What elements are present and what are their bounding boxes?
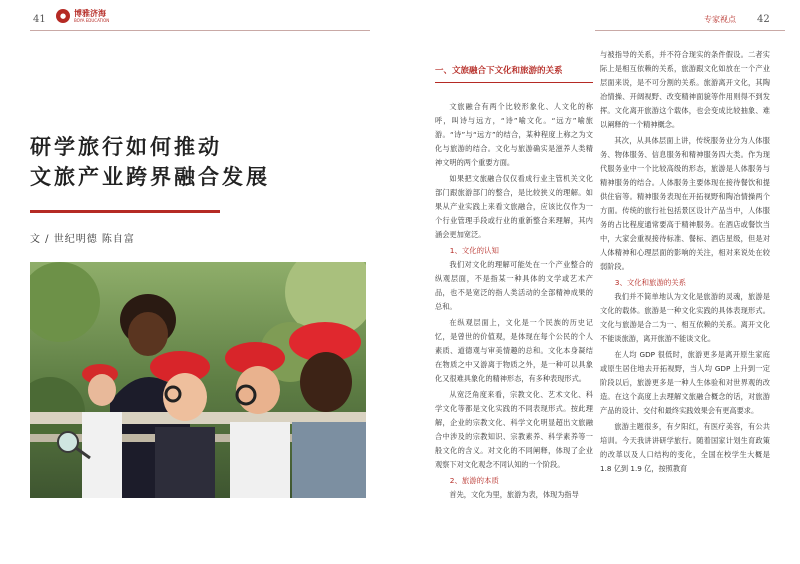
section-tag: 专家视点 xyxy=(704,15,736,24)
paragraph: 其次，从具体层面上讲，传统服务业分为人体服务、物体服务、信息服务和精神服务四大类。作为现代服务业中一个比较高级的形态，旅游是人体服务与精神服务的结合。人体服务主要体现在接待餐饮和提供住宿等。精神服务表现在开拓视野和陶冶情操两个方面。传统的旅行社包括景区设计产品当中，人体服务的占比程度通常要高于精神服务。在酒店或餐饮当中，大家会重视接待标准、餐标、酒店星级，但是对人体精神和心理层面的影响的关注，相对来说处在较弱阶段。 xyxy=(600,136,770,271)
text-column-2 xyxy=(600,48,770,478)
subheading: 1、文化的认知 xyxy=(449,246,499,255)
paragraph: 我们并不简单地认为文化是旅游的灵魂，旅游是文化的载体。旅游是一种文化实践的具体表现形式。文化与旅游是合二为一、相互依赖的关系。离开文化不能谈旅游，离开旅游不能谈文化。 xyxy=(600,292,770,343)
section-heading: 一、文旅融合下文化和旅游的关系 xyxy=(435,66,563,76)
page-number-right: 42 xyxy=(757,14,770,25)
paragraph: 在纵观层面上，文化是一个民族的历史记忆，是曾世的价值观，是体现在每个公民的个人素质、道德观与审美情趣的总和。文化本身凝结在物质之中又游离于物质之外，是一种可以具象化又很难具象化的精神形态，有多种表现形式。 xyxy=(435,318,593,383)
subheading: 3、文化和旅游的关系 xyxy=(614,278,687,287)
paragraph: 文旅融合有两个比较形象化、人文化的称呼，叫诗与远方，“诗”喻文化。“远方”喻旅游。“诗”与“远方”的结合，某种程度上称之为文化与旅游的结合。文化与旅游确实是滋养人类精神文明的两个重要方面。 xyxy=(435,102,593,167)
page-number-left: 41 xyxy=(33,14,46,25)
paragraph: 与被指导的关系，并不符合现实的条件假设。二者实际上是相互依赖的关系，旅游跟文化如放在一个产业层面来说，是不可分割的关系。旅游离开文化，其陶冶情操、开阔视野、改变精神面貌等作用则得不到发挥。文化离开旅游这个载体，也会变成比较抽象、难以阐释的一个精神概念。 xyxy=(600,50,770,129)
header-rule-right xyxy=(595,30,785,31)
subheading: 2、旅游的本质 xyxy=(449,476,499,485)
paragraph: 从宽泛角度来看，宗教文化、艺术文化、科学文化等都是文化实践的不同表现形式。按此理解，企业的宗教文化、科学文化明显超出文旅融合中涉及的宗教知识、宗教素养、科学素养等一般文化的含义。对文化的不同阐释，体现了企业观察下对文化观念不同认知的一个阶段。 xyxy=(435,390,593,469)
author-byline: 文 / 世纪明德 陈自富 xyxy=(30,234,135,245)
article-photo xyxy=(30,262,366,498)
paragraph: 首先，文化为里，旅游为表，体现为指导 xyxy=(449,490,579,499)
brand-name: 博雅济海 xyxy=(74,8,106,18)
article-title xyxy=(30,132,270,192)
brand-subtitle: BOYA EDUCATION xyxy=(74,17,110,23)
brand xyxy=(56,9,109,23)
paragraph: 在人均 GDP 很低时，旅游更多是离开原生家庭或原生居住地去开拓视野，当人均 GDP 上升到一定阶段以后，旅游更多是一种人生体验和对世界观的改造。在这个高度上去理解文旅融合概念的话，对旅游产品的设计、交付和最终实践效果会有更高要求。 xyxy=(600,350,770,415)
text-column-1 xyxy=(435,100,593,504)
section-heading-rule xyxy=(435,82,593,83)
header-rule xyxy=(30,30,370,31)
brand-logo-icon: ● xyxy=(56,9,70,23)
paragraph: 旅游主题很多，有夕阳红，有医疗美容，有公共培训。今天我讲讲研学旅行。随着国家计划生育政策的改革以及人口结构的变化，全国在校学生大概是 1.8 亿到 1.9 亿，按照教育 xyxy=(600,422,770,473)
title-line-2: 文旅产业跨界融合发展 xyxy=(30,164,270,189)
title-line-1: 研学旅行如何推动 xyxy=(30,134,222,159)
paragraph: 我们对文化的理解可能处在一个产业整合的纵观层面，不是指某一种具体的文学或艺术产品，也不是宽泛的指人类活动的全部精神成果的总和。 xyxy=(435,260,593,311)
title-underline xyxy=(30,210,220,213)
paragraph: 如果把文旅融合仅仅看成行业主管机关文化部门跟旅游部门的整合，是比较狭义的理解。如果从产业实践上来看文旅融合，应该比仅作为一个行业管理手段或行业的重新整合来理解，其内涵会更加宽泛。 xyxy=(435,174,593,239)
